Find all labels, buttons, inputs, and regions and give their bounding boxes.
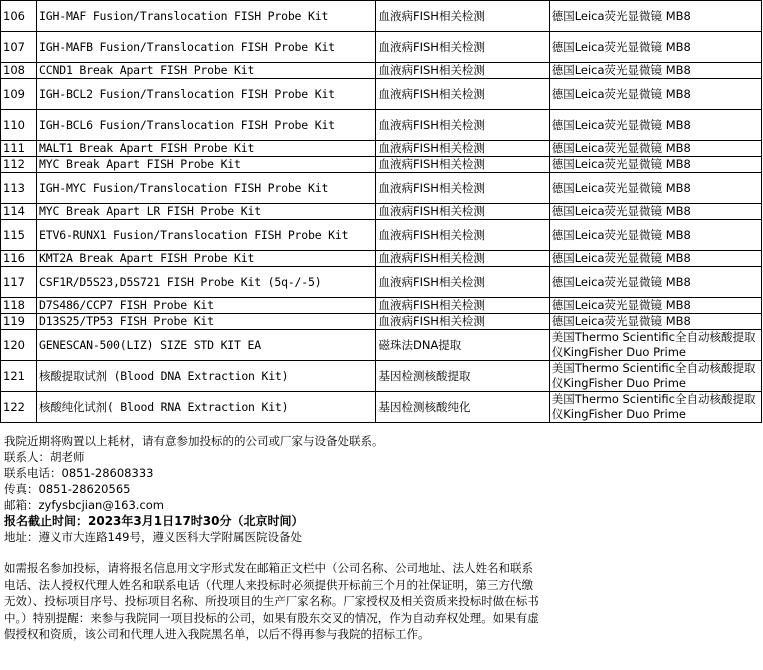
product-name-cell[interactable]: IGH-BCL6 Fusion/Translocation FISH Probe Kit xyxy=(37,110,376,141)
instrument-cell[interactable]: 德国Leica荧光显微镜 MB8 xyxy=(549,173,761,204)
product-name-cell[interactable]: GENESCAN-500(LIZ) SIZE STD KIT EA xyxy=(37,330,376,361)
category-cell[interactable]: 血液病FISH相关检测 xyxy=(376,251,549,267)
table-row xyxy=(1,267,762,298)
category-cell[interactable]: 血液病FISH相关检测 xyxy=(376,32,549,63)
product-name-cell[interactable]: 核酸提取试剂 (Blood DNA Extraction Kit) xyxy=(37,361,376,392)
product-name-cell[interactable]: MYC Break Apart FISH Probe Kit xyxy=(37,157,376,173)
table-row xyxy=(1,173,762,204)
instrument-cell[interactable]: 德国Leica荧光显微镜 MB8 xyxy=(549,32,761,63)
category-cell[interactable]: 基因检测核酸纯化 xyxy=(376,392,549,423)
table-row xyxy=(1,314,762,330)
product-name-cell[interactable]: D13S25/TP53 FISH Probe Kit xyxy=(37,314,376,330)
table-row xyxy=(1,220,762,251)
table-row xyxy=(1,79,762,110)
instrument-cell[interactable]: 德国Leica荧光显微镜 MB8 xyxy=(549,251,761,267)
instrument-cell[interactable]: 德国Leica荧光显微镜 MB8 xyxy=(549,79,761,110)
instrument-cell[interactable]: 美国Thermo Scientific全自动核酸提取仪KingFisher Duo Prime xyxy=(549,330,761,361)
notice-text: 我院近期将购置以上耗材，请有意参加投标的的公司或厂家与设备处联系。 xyxy=(4,434,384,448)
table-row xyxy=(1,204,762,220)
category-cell[interactable]: 磁珠法DNA提取 xyxy=(376,330,549,361)
registration-deadline: 报名截止时间：2023年3月1日17时30分（北京时间） xyxy=(4,514,304,528)
table-row xyxy=(1,392,762,423)
row-number-cell[interactable]: 117 xyxy=(1,267,37,298)
table-row xyxy=(1,32,762,63)
row-number-cell[interactable]: 113 xyxy=(1,173,37,204)
row-number-cell[interactable]: 118 xyxy=(1,298,37,314)
row-number-cell[interactable]: 115 xyxy=(1,220,37,251)
row-number-cell[interactable]: 109 xyxy=(1,79,37,110)
product-name-cell[interactable]: CCND1 Break Apart FISH Probe Kit xyxy=(37,63,376,79)
table-row xyxy=(1,330,762,361)
category-cell[interactable]: 血液病FISH相关检测 xyxy=(376,141,549,157)
product-name-cell[interactable]: MYC Break Apart LR FISH Probe Kit xyxy=(37,204,376,220)
row-number-cell[interactable]: 114 xyxy=(1,204,37,220)
instrument-cell[interactable]: 德国Leica荧光显微镜 MB8 xyxy=(549,298,761,314)
contact-person: 联系人：胡老师 xyxy=(4,450,85,464)
address: 地址：遵义市大连路149号，遵义医科大学附属医院设备处 xyxy=(4,530,302,544)
category-cell[interactable]: 血液病FISH相关检测 xyxy=(376,314,549,330)
contact-fax: 传真：0851-28620565 xyxy=(4,482,131,496)
row-number-cell[interactable]: 111 xyxy=(1,141,37,157)
instrument-cell[interactable]: 德国Leica荧光显微镜 MB8 xyxy=(549,110,761,141)
table-row xyxy=(1,110,762,141)
category-cell[interactable]: 血液病FISH相关检测 xyxy=(376,79,549,110)
instrument-cell[interactable]: 德国Leica荧光显微镜 MB8 xyxy=(549,267,761,298)
instrument-cell[interactable]: 德国Leica荧光显微镜 MB8 xyxy=(549,314,761,330)
product-name-cell[interactable]: D7S486/CCP7 FISH Probe Kit xyxy=(37,298,376,314)
product-name-cell[interactable]: IGH-MAFB Fusion/Translocation FISH Probe Kit xyxy=(37,32,376,63)
category-cell[interactable]: 血液病FISH相关检测 xyxy=(376,110,549,141)
row-number-cell[interactable]: 107 xyxy=(1,32,37,63)
instrument-cell[interactable]: 美国Thermo Scientific全自动核酸提取仪KingFisher Duo Prime xyxy=(549,361,761,392)
product-name-cell[interactable]: CSF1R/D5S23,D5S721 FISH Probe Kit (5q-/-5) xyxy=(37,267,376,298)
table-row xyxy=(1,298,762,314)
category-cell[interactable]: 血液病FISH相关检测 xyxy=(376,204,549,220)
instrument-cell[interactable]: 德国Leica荧光显微镜 MB8 xyxy=(549,63,761,79)
product-name-cell[interactable]: KMT2A Break Apart FISH Probe Kit xyxy=(37,251,376,267)
table-row xyxy=(1,251,762,267)
instrument-cell[interactable]: 德国Leica荧光显微镜 MB8 xyxy=(549,1,761,32)
table-row xyxy=(1,157,762,173)
category-cell[interactable]: 血液病FISH相关检测 xyxy=(376,173,549,204)
row-number-cell[interactable]: 120 xyxy=(1,330,37,361)
product-name-cell[interactable]: ETV6-RUNX1 Fusion/Translocation FISH Probe Kit xyxy=(37,220,376,251)
row-number-cell[interactable]: 108 xyxy=(1,63,37,79)
table-body xyxy=(1,1,762,423)
instrument-cell[interactable]: 德国Leica荧光显微镜 MB8 xyxy=(549,141,761,157)
product-name-cell[interactable]: IGH-MYC Fusion/Translocation FISH Probe Kit xyxy=(37,173,376,204)
category-cell[interactable]: 血液病FISH相关检测 xyxy=(376,1,549,32)
product-name-cell[interactable]: IGH-BCL2 Fusion/Translocation FISH Probe Kit xyxy=(37,79,376,110)
table-row xyxy=(1,141,762,157)
instrument-cell[interactable]: 德国Leica荧光显微镜 MB8 xyxy=(549,220,761,251)
row-number-cell[interactable]: 110 xyxy=(1,110,37,141)
row-number-cell[interactable]: 112 xyxy=(1,157,37,173)
instrument-cell[interactable]: 美国Thermo Scientific全自动核酸提取仪KingFisher Duo Prime xyxy=(549,392,761,423)
category-cell[interactable]: 基因检测核酸提取 xyxy=(376,361,549,392)
category-cell[interactable]: 血液病FISH相关检测 xyxy=(376,220,549,251)
category-cell[interactable]: 血液病FISH相关检测 xyxy=(376,298,549,314)
table-row xyxy=(1,63,762,79)
category-cell[interactable]: 血液病FISH相关检测 xyxy=(376,267,549,298)
table-row xyxy=(1,361,762,392)
category-cell[interactable]: 血液病FISH相关检测 xyxy=(376,63,549,79)
table-row xyxy=(1,1,762,32)
instrument-cell[interactable]: 德国Leica荧光显微镜 MB8 xyxy=(549,204,761,220)
product-name-cell[interactable]: 核酸纯化试剂( Blood RNA Extraction Kit) xyxy=(37,392,376,423)
row-number-cell[interactable]: 119 xyxy=(1,314,37,330)
instructions-paragraph: 如需报名参加投标，请将报名信息用文字形式发在邮箱正文栏中（公司名称、公司地址、法人姓名和联系电话、法人授权代理人姓名和联系电话（代理人来投标时必须提供开标前三个月的社保证明，第三方代缴无效）、投标项目序号、投标项目名称、所投项目的生产厂家名称。厂家授权及相关资质来投标时做在标书中。）特别提醒：来参与我院同一项目投标的公司，如果有股东交叉的情况，作为自动弃权处理。如果有虚假授权和资质，该公司和代理人进入我院黑名单，以后不得再参与我院的招标工作。 xyxy=(4,561,539,641)
category-cell[interactable]: 血液病FISH相关检测 xyxy=(376,157,549,173)
row-number-cell[interactable]: 116 xyxy=(1,251,37,267)
contact-email: 邮箱：zyfysbcjian@163.com xyxy=(4,498,165,512)
instrument-cell[interactable]: 德国Leica荧光显微镜 MB8 xyxy=(549,157,761,173)
row-number-cell[interactable]: 122 xyxy=(1,392,37,423)
notice-section xyxy=(0,433,763,643)
row-number-cell[interactable]: 121 xyxy=(1,361,37,392)
product-name-cell[interactable]: MALT1 Break Apart FISH Probe Kit xyxy=(37,141,376,157)
row-number-cell[interactable]: 106 xyxy=(1,1,37,32)
contact-phone: 联系电话：0851-28608333 xyxy=(4,466,154,480)
product-name-cell[interactable]: IGH-MAF Fusion/Translocation FISH Probe Kit xyxy=(37,1,376,32)
